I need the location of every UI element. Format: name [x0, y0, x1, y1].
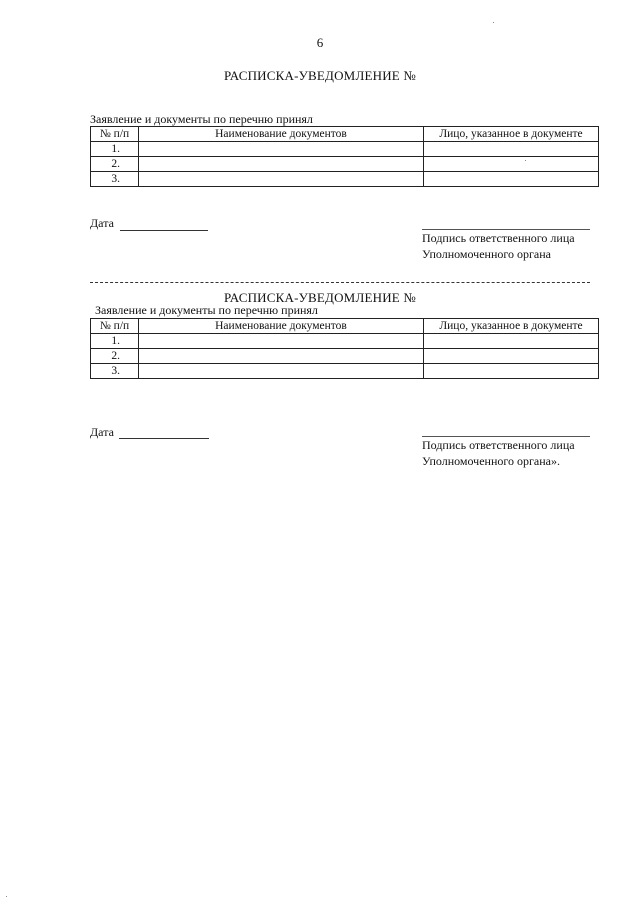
signature-caption-line-2: Уполномоченного органа».	[422, 454, 560, 468]
person-cell	[424, 172, 599, 187]
scan-speck	[493, 22, 494, 23]
person-cell	[424, 334, 599, 349]
column-header-person: Лицо, указанное в документе	[424, 319, 599, 334]
column-header-documents: Наименование документов	[139, 319, 424, 334]
cut-line	[90, 282, 590, 283]
receipt-1-signature-caption	[422, 230, 575, 262]
receipt-1-intro: Заявление и документы по перечню принял	[90, 112, 313, 126]
table-header-row	[91, 319, 599, 334]
document-name-cell	[139, 157, 424, 172]
receipt-2-date-label: Дата	[90, 425, 114, 439]
document-name-cell	[139, 142, 424, 157]
receipt-2-date-line	[119, 438, 209, 439]
row-number: 1.	[91, 334, 139, 349]
receipt-2-signature-caption	[422, 437, 575, 469]
receipt-1-title: РАСПИСКА-УВЕДОМЛЕНИЕ №	[224, 68, 416, 83]
table-header-row	[91, 127, 599, 142]
column-header-documents: Наименование документов	[139, 127, 424, 142]
row-number: 2.	[91, 349, 139, 364]
row-number: 1.	[91, 142, 139, 157]
receipt-2-title: РАСПИСКА-УВЕДОМЛЕНИЕ №	[224, 290, 416, 305]
receipt-2-documents-table	[90, 318, 599, 379]
table-row	[91, 142, 599, 157]
receipt-1-documents-table	[90, 126, 599, 187]
receipt-2-intro: Заявление и документы по перечню принял	[95, 303, 318, 317]
table-row	[91, 172, 599, 187]
page-number: 6	[316, 35, 324, 50]
row-number: 2.	[91, 157, 139, 172]
table-row	[91, 157, 599, 172]
scan-speck	[6, 896, 7, 897]
signature-caption-line-2: Уполномоченного органа	[422, 247, 551, 261]
table-row	[91, 364, 599, 379]
row-number: 3.	[91, 364, 139, 379]
receipt-1-date-label: Дата	[90, 216, 114, 230]
scan-speck	[525, 160, 526, 161]
signature-caption-line-1: Подпись ответственного лица	[422, 231, 575, 245]
person-cell	[424, 142, 599, 157]
document-name-cell	[139, 172, 424, 187]
document-name-cell	[139, 364, 424, 379]
receipt-1-date-line	[120, 230, 208, 231]
person-cell	[424, 364, 599, 379]
column-header-person: Лицо, указанное в документе	[424, 127, 599, 142]
person-cell	[424, 349, 599, 364]
column-header-number: № п/п	[91, 127, 139, 142]
table-row	[91, 334, 599, 349]
document-name-cell	[139, 349, 424, 364]
table-row	[91, 349, 599, 364]
document-name-cell	[139, 334, 424, 349]
person-cell	[424, 157, 599, 172]
signature-caption-line-1: Подпись ответственного лица	[422, 438, 575, 452]
row-number: 3.	[91, 172, 139, 187]
column-header-number: № п/п	[91, 319, 139, 334]
